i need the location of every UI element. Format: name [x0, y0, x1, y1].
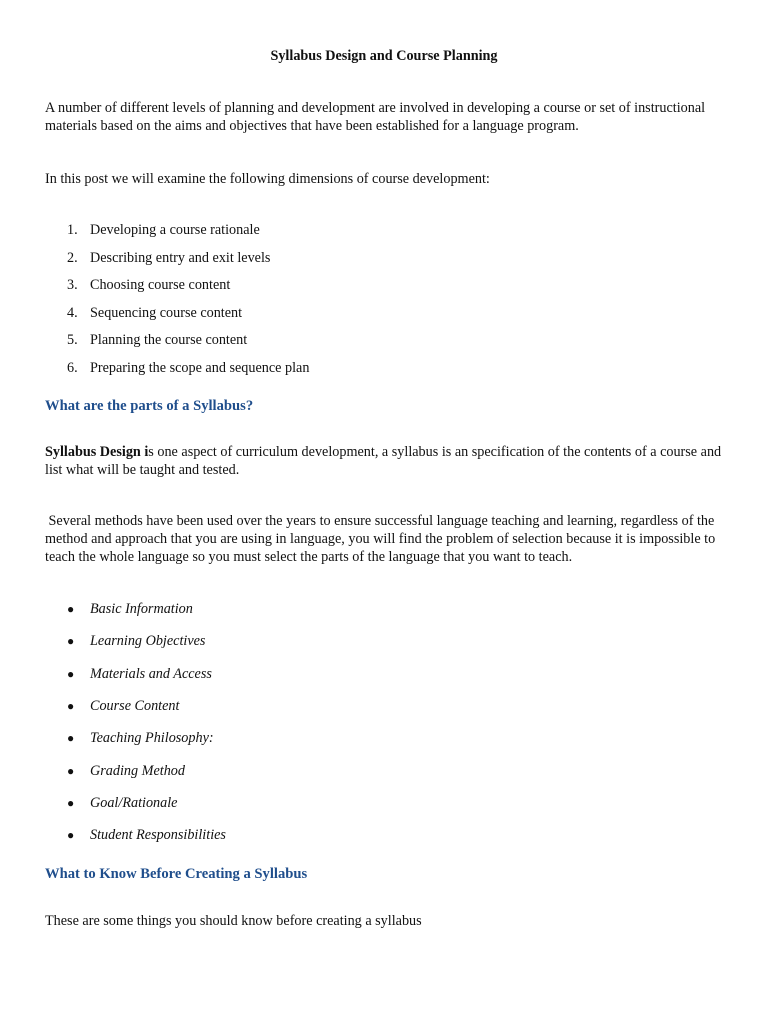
- list-text: Developing a course rationale: [90, 222, 260, 238]
- bullet-icon: ●: [67, 602, 75, 616]
- methods-paragraph: Several methods have been used over the years to ensure successful language teaching and learning, regardless of the method and approach that you are using in language, you will find the problem of selection because it is impossible to teach the whole language so you must select the parts of the language that you want to teach.: [45, 513, 719, 565]
- bullet-icon: ●: [67, 796, 75, 810]
- bullet-icon: ●: [67, 731, 75, 745]
- bullet-icon: ●: [67, 699, 75, 713]
- intro-paragraph: A number of different levels of planning and development are involved in developing a course or set of instructional materials based on the aims and objectives that have been established for a language program.: [45, 100, 706, 134]
- list-number: 5.: [67, 332, 78, 348]
- bullet-icon: ●: [67, 764, 75, 778]
- list-number: 3.: [67, 277, 78, 293]
- list-text: Teaching Philosophy:: [90, 730, 214, 746]
- heading-syllabus-parts: What are the parts of a Syllabus?: [45, 398, 254, 414]
- list-text: Sequencing course content: [90, 305, 243, 321]
- syllabus-definition-text: s one aspect of curriculum development, a syllabus is an specification of the contents of a course and list what will be taught and tested.: [45, 444, 722, 478]
- list-text: Describing entry and exit levels: [90, 250, 271, 266]
- bullet-icon: ●: [67, 634, 75, 648]
- syllabus-definition: [45, 443, 725, 479]
- list-text: Goal/Rationale: [90, 795, 178, 811]
- heading-before-creating: What to Know Before Creating a Syllabus: [45, 866, 308, 882]
- list-text: Student Responsibilities: [90, 827, 226, 843]
- list-text: Materials and Access: [90, 666, 212, 682]
- bullet-icon: ●: [67, 828, 75, 842]
- list-text: Course Content: [90, 698, 180, 714]
- list-number: 2.: [67, 250, 78, 266]
- bullet-icon: ●: [67, 667, 75, 681]
- list-text: Basic Information: [90, 601, 193, 617]
- list-number: 6.: [67, 360, 78, 376]
- list-text: Planning the course content: [90, 332, 248, 348]
- document-title: Syllabus Design and Course Planning: [270, 48, 498, 64]
- syllabus-definition-bold: Syllabus Design i: [45, 444, 149, 460]
- list-text: Learning Objectives: [90, 633, 206, 649]
- list-text: Grading Method: [90, 763, 185, 779]
- list-text: Choosing course content: [90, 277, 231, 293]
- list-text: Preparing the scope and sequence plan: [90, 360, 310, 376]
- closing-paragraph: These are some things you should know before creating a syllabus: [45, 913, 422, 929]
- dimensions-intro: In this post we will examine the following dimensions of course development:: [45, 171, 490, 187]
- list-number: 1.: [67, 222, 78, 238]
- list-number: 4.: [67, 305, 78, 321]
